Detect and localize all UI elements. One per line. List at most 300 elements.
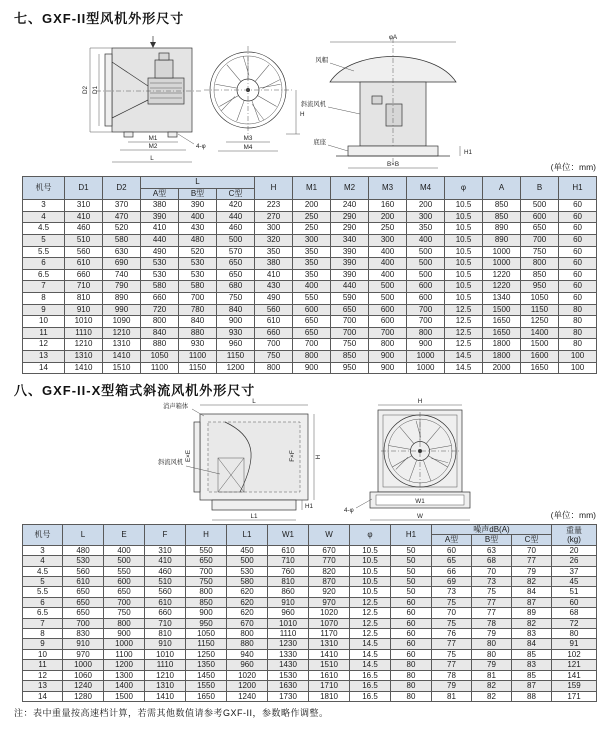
cell: 830 <box>63 629 104 639</box>
cell: 1170 <box>309 629 350 639</box>
cell: 840 <box>217 304 255 316</box>
cell: 600 <box>407 281 445 293</box>
cell: 570 <box>217 246 255 258</box>
cell: 60 <box>559 223 597 235</box>
cell: 890 <box>483 223 521 235</box>
cell: 1050 <box>141 350 179 362</box>
cell: 780 <box>179 304 217 316</box>
cell: 80 <box>391 681 432 691</box>
cell: 250 <box>293 211 331 223</box>
cell: 500 <box>407 246 445 258</box>
cell: 350 <box>255 246 293 258</box>
cell: 610 <box>255 316 293 328</box>
cell: 550 <box>186 545 227 555</box>
cell: 10.5 <box>445 211 483 223</box>
cell: 390 <box>141 211 179 223</box>
weight-label: 重量 <box>566 525 582 535</box>
cell: 1800 <box>483 339 521 351</box>
cell: 14.5 <box>350 649 391 659</box>
machine-no-cell: 6 <box>23 258 65 270</box>
cell: 810 <box>65 292 103 304</box>
cell: 87 <box>512 681 552 691</box>
cell: 670 <box>227 618 268 628</box>
col-header-type-a: A型 <box>141 188 179 200</box>
cell: 1200 <box>227 681 268 691</box>
cell: 1810 <box>309 691 350 701</box>
machine-no-cell: 4 <box>23 556 63 566</box>
col-header-m2: M2 <box>331 177 369 200</box>
cell: 580 <box>103 234 141 246</box>
cell: 60 <box>559 292 597 304</box>
cell: 700 <box>369 327 407 339</box>
machine-no-cell: 13 <box>23 681 63 691</box>
cell: 500 <box>407 269 445 281</box>
table-row <box>23 691 597 701</box>
unit-label: (单位：mm) <box>550 510 596 520</box>
col-header-type-c: C型 <box>217 188 255 200</box>
cell: 2000 <box>483 362 521 374</box>
cell: 200 <box>369 211 407 223</box>
cell: 500 <box>369 292 407 304</box>
cell: 850 <box>331 350 369 362</box>
cell: 300 <box>369 234 407 246</box>
cell: 68 <box>552 608 597 618</box>
box-fan-front-drawing <box>344 398 470 520</box>
cell: 530 <box>179 258 217 270</box>
cell: 1400 <box>521 327 559 339</box>
cell: 880 <box>179 327 217 339</box>
col-header-noise-type-c: C型 <box>512 535 552 545</box>
col-header-h1: H1 <box>391 525 432 546</box>
machine-no-cell: 11 <box>23 327 65 339</box>
weight-unit: (kg) <box>567 534 581 544</box>
cell: 1240 <box>227 691 268 701</box>
col-header-type-b: B型 <box>179 188 217 200</box>
col-header-noise-type-a: A型 <box>432 535 472 545</box>
cell: 80 <box>391 691 432 701</box>
cell: 420 <box>217 200 255 212</box>
machine-no-cell: 11 <box>23 660 63 670</box>
col-header-w1: W1 <box>268 525 309 546</box>
cell: 1000 <box>63 660 104 670</box>
cell: 82 <box>512 618 552 628</box>
dim-label-w: W <box>417 513 423 520</box>
cell: 70 <box>432 608 472 618</box>
col-header-h1: H1 <box>559 177 597 200</box>
cell: 1510 <box>103 362 141 374</box>
gxf2-dimension-table <box>22 176 597 374</box>
table-row <box>23 639 597 649</box>
cell: 910 <box>145 639 186 649</box>
cell: 87 <box>512 597 552 607</box>
cell: 900 <box>217 316 255 328</box>
cell: 60 <box>552 597 597 607</box>
cell: 840 <box>179 316 217 328</box>
cell: 480 <box>63 545 104 555</box>
cell: 1150 <box>217 350 255 362</box>
cell: 950 <box>331 362 369 374</box>
dim-label-w1: W1 <box>415 498 425 505</box>
cell: 77 <box>512 556 552 566</box>
machine-no-cell: 10 <box>23 649 63 659</box>
cell: 10.5 <box>445 258 483 270</box>
cell: 880 <box>141 339 179 351</box>
col-header-m4: M4 <box>407 177 445 200</box>
machine-no-cell: 8 <box>23 292 65 304</box>
cell: 620 <box>227 587 268 597</box>
cell: 250 <box>293 223 331 235</box>
callout-4-phi: 4-φ <box>196 143 206 150</box>
cell: 700 <box>255 339 293 351</box>
cell: 80 <box>559 316 597 328</box>
table-row <box>23 246 597 258</box>
cell: 223 <box>255 200 293 212</box>
cell: 760 <box>268 566 309 576</box>
cell: 700 <box>331 316 369 328</box>
cell: 60 <box>391 629 432 639</box>
cell: 610 <box>268 545 309 555</box>
cell: 79 <box>432 681 472 691</box>
cell: 1110 <box>145 660 186 670</box>
dim-label-l: L <box>252 398 256 405</box>
cell: 400 <box>369 258 407 270</box>
cell: 620 <box>227 597 268 607</box>
cell: 990 <box>103 304 141 316</box>
machine-no-cell: 9 <box>23 304 65 316</box>
machine-no-cell: 13 <box>23 350 65 362</box>
cell: 850 <box>186 597 227 607</box>
cell: 51 <box>552 587 597 597</box>
cell: 10.5 <box>445 200 483 212</box>
cell: 60 <box>391 597 432 607</box>
cell: 700 <box>331 327 369 339</box>
cell: 600 <box>369 316 407 328</box>
cell: 79 <box>472 660 512 670</box>
cell: 620 <box>227 608 268 618</box>
table-row <box>23 258 597 270</box>
col-header-w: W <box>309 525 350 546</box>
cell: 1630 <box>268 681 309 691</box>
table-row <box>23 211 597 223</box>
col-header-b: B <box>521 177 559 200</box>
cell: 1010 <box>268 618 309 628</box>
cell: 700 <box>104 597 145 607</box>
cell: 10.5 <box>350 566 391 576</box>
cell: 1410 <box>103 350 141 362</box>
cell: 600 <box>407 292 445 304</box>
cell: 410 <box>141 223 179 235</box>
cell: 20 <box>552 545 597 555</box>
cell: 740 <box>103 269 141 281</box>
cell: 450 <box>227 545 268 555</box>
dim-label-h-side: H <box>315 454 322 460</box>
machine-no-cell: 14 <box>23 362 65 374</box>
cell: 1400 <box>104 681 145 691</box>
cell: 10.5 <box>445 234 483 246</box>
col-header-l1: L1 <box>227 525 268 546</box>
cell: 1310 <box>145 681 186 691</box>
cell: 73 <box>432 587 472 597</box>
col-header-machine-no: 机号 <box>23 525 63 546</box>
cell: 10.5 <box>350 577 391 587</box>
dim-label-m2: M2 <box>148 143 158 150</box>
col-header-phi: φ <box>350 525 391 546</box>
cell: 14.5 <box>445 350 483 362</box>
cell: 930 <box>217 327 255 339</box>
cell: 960 <box>217 339 255 351</box>
cell: 68 <box>472 556 512 566</box>
cell: 560 <box>145 587 186 597</box>
col-header-machine-no: 机号 <box>23 177 65 200</box>
cell: 1550 <box>186 681 227 691</box>
cell: 950 <box>186 618 227 628</box>
cell: 500 <box>369 281 407 293</box>
cell: 950 <box>521 281 559 293</box>
cell: 520 <box>103 223 141 235</box>
cell: 63 <box>472 545 512 555</box>
table-row <box>23 660 597 670</box>
cell: 800 <box>104 618 145 628</box>
cell: 1730 <box>268 691 309 701</box>
footnote: 注：表中重量按高速档计算，若需其他数值请参考GXF-II，参数略作调整。 <box>14 708 329 718</box>
cell: 69 <box>432 577 472 587</box>
cell: 930 <box>179 339 217 351</box>
cell: 590 <box>331 292 369 304</box>
cell: 16.5 <box>350 681 391 691</box>
cell: 800 <box>186 587 227 597</box>
cell: 400 <box>369 269 407 281</box>
cell: 530 <box>141 269 179 281</box>
cell: 490 <box>141 246 179 258</box>
machine-no-cell: 9 <box>23 639 63 649</box>
machine-no-cell: 4.5 <box>23 223 65 235</box>
cell: 14.5 <box>445 362 483 374</box>
cell: 50 <box>391 566 432 576</box>
cell: 800 <box>369 339 407 351</box>
unit-label: (单位：mm) <box>550 162 596 172</box>
cell: 1020 <box>227 670 268 680</box>
table-row <box>23 304 597 316</box>
col-header-a: A <box>483 177 521 200</box>
machine-no-cell: 5 <box>23 577 63 587</box>
cell: 310 <box>65 200 103 212</box>
cell: 650 <box>63 597 104 607</box>
cell: 12.5 <box>445 327 483 339</box>
cell: 1800 <box>483 350 521 362</box>
table-row <box>23 618 597 628</box>
cell: 300 <box>293 234 331 246</box>
cell: 350 <box>293 258 331 270</box>
cell: 1220 <box>483 281 521 293</box>
cell: 1710 <box>309 681 350 691</box>
cell: 60 <box>432 545 472 555</box>
cell: 650 <box>521 223 559 235</box>
cell: 850 <box>483 211 521 223</box>
cell: 82 <box>472 691 512 701</box>
cell: 390 <box>331 269 369 281</box>
cell: 66 <box>432 566 472 576</box>
cell: 1000 <box>104 639 145 649</box>
machine-no-cell: 6.5 <box>23 608 63 618</box>
cell: 60 <box>559 200 597 212</box>
cell: 1210 <box>145 670 186 680</box>
section7-title: 七、GXF-II型风机外形尺寸 <box>14 11 185 26</box>
cell: 12.5 <box>350 618 391 628</box>
cell: 1500 <box>483 304 521 316</box>
cell: 80 <box>472 649 512 659</box>
cell: 290 <box>331 223 369 235</box>
cell: 45 <box>552 577 597 587</box>
cell: 60 <box>559 281 597 293</box>
cell: 50 <box>391 556 432 566</box>
cell: 1410 <box>309 649 350 659</box>
cell: 430 <box>255 281 293 293</box>
table-row <box>23 234 597 246</box>
cell: 200 <box>293 200 331 212</box>
cell: 1150 <box>179 362 217 374</box>
col-header-d2: D2 <box>103 177 141 200</box>
cell: 10.5 <box>445 292 483 304</box>
cell: 390 <box>331 246 369 258</box>
cell: 60 <box>559 234 597 246</box>
table-row <box>23 681 597 691</box>
machine-no-cell: 3 <box>23 545 63 555</box>
cell: 380 <box>255 258 293 270</box>
cell: 80 <box>552 629 597 639</box>
cell: 900 <box>369 362 407 374</box>
cell: 650 <box>331 304 369 316</box>
cell: 400 <box>179 211 217 223</box>
cell: 390 <box>179 200 217 212</box>
cell: 910 <box>63 639 104 649</box>
cell: 520 <box>179 246 217 258</box>
cell: 1350 <box>186 660 227 670</box>
cell: 1430 <box>268 660 309 670</box>
dim-label-exe: E×E <box>185 449 192 463</box>
cell: 77 <box>432 639 472 649</box>
cell: 1220 <box>483 269 521 281</box>
table-row <box>23 597 597 607</box>
cell: 240 <box>331 200 369 212</box>
table-row <box>23 587 597 597</box>
cell: 60 <box>391 639 432 649</box>
cell: 710 <box>65 281 103 293</box>
cell: 400 <box>407 234 445 246</box>
cell: 900 <box>407 339 445 351</box>
cell: 720 <box>141 304 179 316</box>
cell: 75 <box>432 618 472 628</box>
cell: 60 <box>391 608 432 618</box>
cell: 171 <box>552 691 597 701</box>
cell: 430 <box>179 223 217 235</box>
cell: 660 <box>65 269 103 281</box>
cell: 530 <box>227 566 268 576</box>
cell: 76 <box>432 629 472 639</box>
cell: 670 <box>309 545 350 555</box>
dim-label-l1: L1 <box>250 513 258 520</box>
cell: 750 <box>331 339 369 351</box>
cell: 910 <box>268 597 309 607</box>
label-muffler-box: 消声箱体 <box>163 403 189 410</box>
cell: 700 <box>63 618 104 628</box>
cell: 78 <box>472 618 512 628</box>
machine-no-cell: 6.5 <box>23 269 65 281</box>
cell: 500 <box>227 556 268 566</box>
cell: 770 <box>309 556 350 566</box>
col-header-h: H <box>255 177 293 200</box>
col-group-header-noise: 噪声dB(A) <box>432 525 552 535</box>
side-view-drawing <box>82 36 206 162</box>
cell: 700 <box>407 304 445 316</box>
cell: 300 <box>255 223 293 235</box>
table-row <box>23 608 597 618</box>
cell: 89 <box>512 608 552 618</box>
cell: 1240 <box>63 681 104 691</box>
cell: 1010 <box>145 649 186 659</box>
cell: 102 <box>552 649 597 659</box>
dim-label-h-top: H <box>417 398 423 405</box>
cell: 510 <box>145 577 186 587</box>
cell: 14.5 <box>350 660 391 670</box>
cell: 580 <box>227 577 268 587</box>
cell: 50 <box>391 577 432 587</box>
cell: 530 <box>141 258 179 270</box>
cell: 340 <box>331 234 369 246</box>
cell: 680 <box>217 281 255 293</box>
cell: 72 <box>552 618 597 628</box>
dim-label-d2: D2 <box>82 85 89 95</box>
machine-no-cell: 12 <box>23 670 63 680</box>
table-row <box>23 556 597 566</box>
machine-no-cell: 12 <box>23 339 65 351</box>
cell: 700 <box>293 339 331 351</box>
cell: 600 <box>369 304 407 316</box>
dim-label-l: L <box>150 155 154 162</box>
cell: 1310 <box>65 350 103 362</box>
cell: 650 <box>217 269 255 281</box>
cell: 10.5 <box>445 269 483 281</box>
cell: 600 <box>293 304 331 316</box>
cell: 1600 <box>521 350 559 362</box>
cell: 1310 <box>309 639 350 649</box>
cell: 65 <box>432 556 472 566</box>
cell: 1010 <box>65 316 103 328</box>
cell: 10.5 <box>350 545 391 555</box>
machine-no-cell: 7 <box>23 281 65 293</box>
col-header-phi: φ <box>445 177 483 200</box>
cell: 1110 <box>268 629 309 639</box>
cell: 790 <box>103 281 141 293</box>
section8-drawings <box>0 396 616 528</box>
cell: 80 <box>559 339 597 351</box>
cell: 50 <box>391 587 432 597</box>
cell: 1310 <box>103 339 141 351</box>
cell: 1650 <box>521 362 559 374</box>
col-header-d1: D1 <box>65 177 103 200</box>
cell: 1150 <box>186 639 227 649</box>
label-mixed-flow-fan: 斜流风机 <box>158 459 184 466</box>
cell: 10.5 <box>350 587 391 597</box>
cell: 800 <box>255 362 293 374</box>
cell: 77 <box>432 660 472 670</box>
cell: 700 <box>186 566 227 576</box>
cell: 73 <box>472 577 512 587</box>
label-mixed-flow-fan: 斜流风机 <box>300 101 326 108</box>
col-header-m3: M3 <box>369 177 407 200</box>
cell: 60 <box>391 618 432 628</box>
cell: 900 <box>293 362 331 374</box>
machine-no-cell: 4 <box>23 211 65 223</box>
